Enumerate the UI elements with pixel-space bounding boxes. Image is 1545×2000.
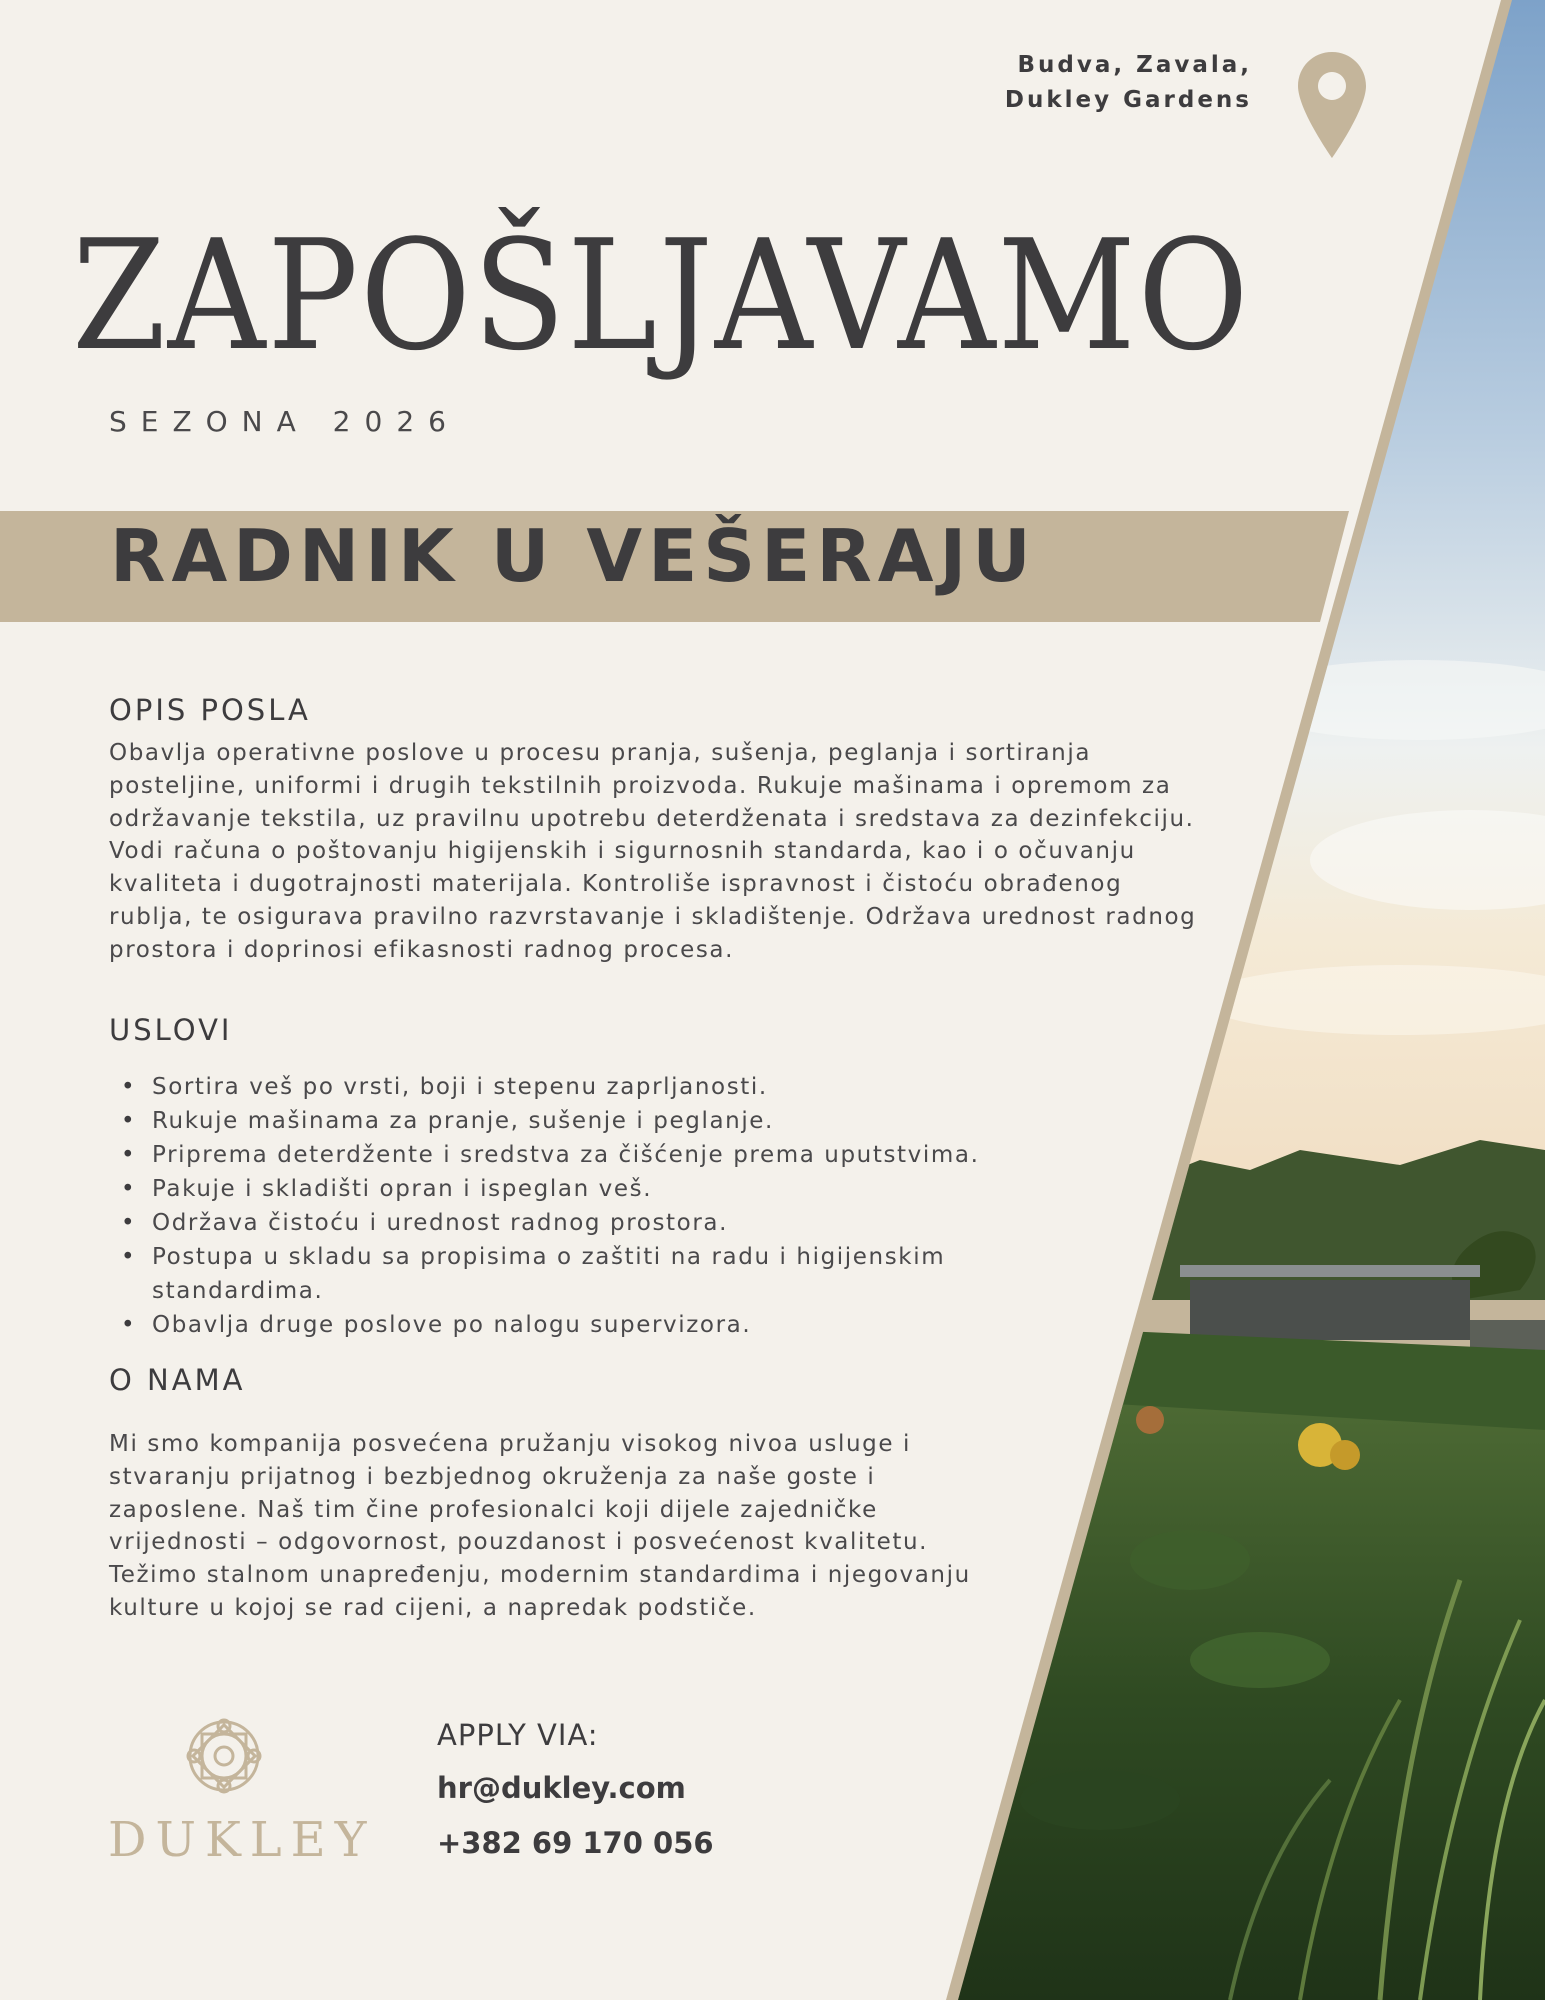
map-pin-icon [1298, 52, 1366, 158]
apply-via-label: APPLY VIA: [437, 1718, 599, 1752]
requirement-item: • Pakuje i skladišti opran i ispeglan veš. [109, 1172, 1109, 1206]
apply-email-link[interactable]: hr@dukley.com [437, 1771, 686, 1805]
job-description-text: Obavlja operativne poslove u procesu pranja, sušenja, peglanja i sortiranja posteljine, uniformi i drugih tekstilnih proizvoda. Rukuje mašinama i opremom za održavanje tekstila, uz pravilnu upotrebu deterdženata i sredstava za dezinfekciju. Vodi računa o poštovanju higijenskih i sigurnosnih standarda, kao i o očuvanju kvaliteta i dugotrajnosti materijala. Kontroliše ispravnost i čistoću obrađenog rublja, te osigurava pravilno razvrstavanje i skladištenje. Održava urednost radnog prostora i doprinosi efikasnosti radnog procesa. [109, 740, 1197, 963]
dukley-logo-wordmark: DUKLEY [108, 1812, 376, 1868]
location-line-2: Dukley Gardens [1004, 87, 1252, 113]
requirements-heading: USLOVI [109, 1013, 233, 1047]
apply-phone-link[interactable]: +382 69 170 056 [437, 1826, 714, 1860]
job-title: RADNIK U VEŠERAJU [110, 514, 1037, 598]
location-address [1005, 48, 1252, 118]
season-label: SEZONA 2026 [109, 405, 460, 438]
requirements-list [109, 1070, 1109, 1342]
requirement-item: • Priprema deterdžente i sredstva za čišćenje prema uputstvima. [109, 1138, 1109, 1172]
requirement-item: • Obavlja druge poslove po nalogu supervizora. [109, 1308, 1109, 1342]
requirement-item: • Rukuje mašinama za pranje, sušenje i peglanje. [109, 1104, 1109, 1138]
dukley-ornament-icon [184, 1716, 264, 1796]
job-description-heading: OPIS POSLA [109, 693, 311, 727]
headline: ZAPOŠLJAVAMO [72, 207, 1251, 384]
about-us-heading: O NAMA [109, 1363, 246, 1397]
requirement-item: • Održava čistoću i urednost radnog prostora. [109, 1206, 1109, 1240]
location-line-1: Budva, Zavala, [1017, 52, 1252, 78]
requirement-item: • Sortira veš po vrsti, boji i stepenu zaprljanosti. [109, 1070, 1109, 1104]
about-us-text: Mi smo kompanija posvećena pružanju visokog nivoa usluge i stvaranju prijatnog i bezbjednog okruženja za naše goste i zaposlene. Naš tim čine profesionalci koji dijele zajedničke vrijednosti – odgovornost, pouzdanost i posvećenost kvalitetu. Težimo stalnom unapređenju, modernim standardima i njegovanju kulture u kojoj se rad cijeni, a napredak podstiče. [109, 1431, 971, 1621]
requirement-item: • Postupa u skladu sa propisima o zaštiti na radu i higijenskim standardima. [109, 1240, 1109, 1308]
